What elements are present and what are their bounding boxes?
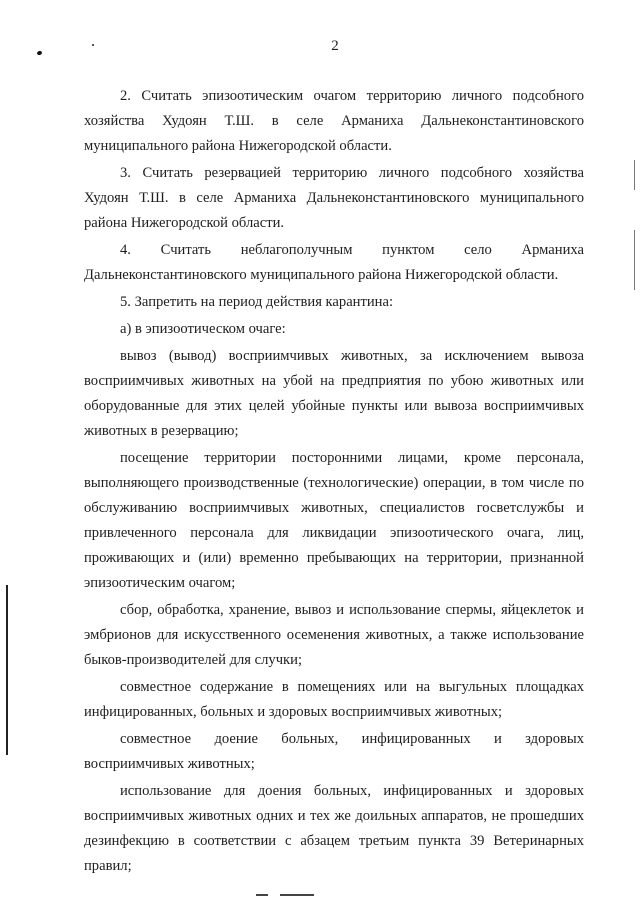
- document-body: [84, 84, 584, 881]
- subitem-a: а) в эпизоотическом очаге:: [120, 321, 286, 337]
- page-number: 2: [331, 38, 339, 54]
- prohibition-semen: сбор, обработка, хранение, вывоз и использование спермы, яйцеклеток и эмбрионов для искусственного осеменения животных, а также использование быков-производителей для случки;: [84, 602, 584, 668]
- scan-smudge: [256, 894, 268, 896]
- prohibition-export: вывоз (вывод) восприимчивых животных, за исключением вывоза восприимчивых животных на убой на предприятия по убою животных или оборудованные для этих целей убойные пункты или вывоза восприимчивых животных в резервацию;: [84, 348, 584, 439]
- scan-edge-mark: [634, 160, 635, 190]
- paragraph-item-5: 5. Запретить на период действия карантина:: [120, 294, 394, 310]
- scan-margin-line: [6, 585, 8, 755]
- prohibition-milking-equipment: использование для доения больных, инфицированных и здоровых восприимчивых животных одних и тех же доильных аппаратов, не прошедших дезинфекцию в соответствии с абзацем третьим пункта 39 Ветеринарных правил;: [84, 783, 584, 874]
- prohibition-joint-milking: совместное доение больных, инфицированных и здоровых восприимчивых животных;: [84, 731, 584, 772]
- paragraph-item-2: 2. Считать эпизоотическим очагом территорию личного подсобного хозяйства Худоян Т.Ш. в селе Арманиха Дальнеконстантиновского муниципального района Нижегородской области.: [84, 88, 584, 154]
- prohibition-visits: посещение территории посторонними лицами, кроме персонала, выполняющего производственные (технологические) операции, в том числе по обслуживанию восприимчивых животных, специалистов госветслужбы и привлеченного персонала для ликвидации эпизоотического очага, лиц, проживающих и (или) временно пребывающих на территории, признанной эпизоотическим очагом;: [84, 450, 584, 591]
- prohibition-joint-keeping: совместное содержание в помещениях или на выгульных площадках инфицированных, больных и здоровых восприимчивых животных;: [84, 679, 584, 720]
- paragraph-item-4: 4. Считать неблагополучным пунктом село Арманиха Дальнеконстантиновского муниципального района Нижегородской области.: [84, 242, 584, 283]
- scan-smudge: [280, 894, 314, 896]
- scan-edge-mark: [634, 230, 635, 290]
- paragraph-item-3: 3. Считать резервацией территорию личного подсобного хозяйства Худоян Т.Ш. в селе Арманиха Дальнеконстантиновского муниципального района Нижегородской области.: [84, 165, 584, 231]
